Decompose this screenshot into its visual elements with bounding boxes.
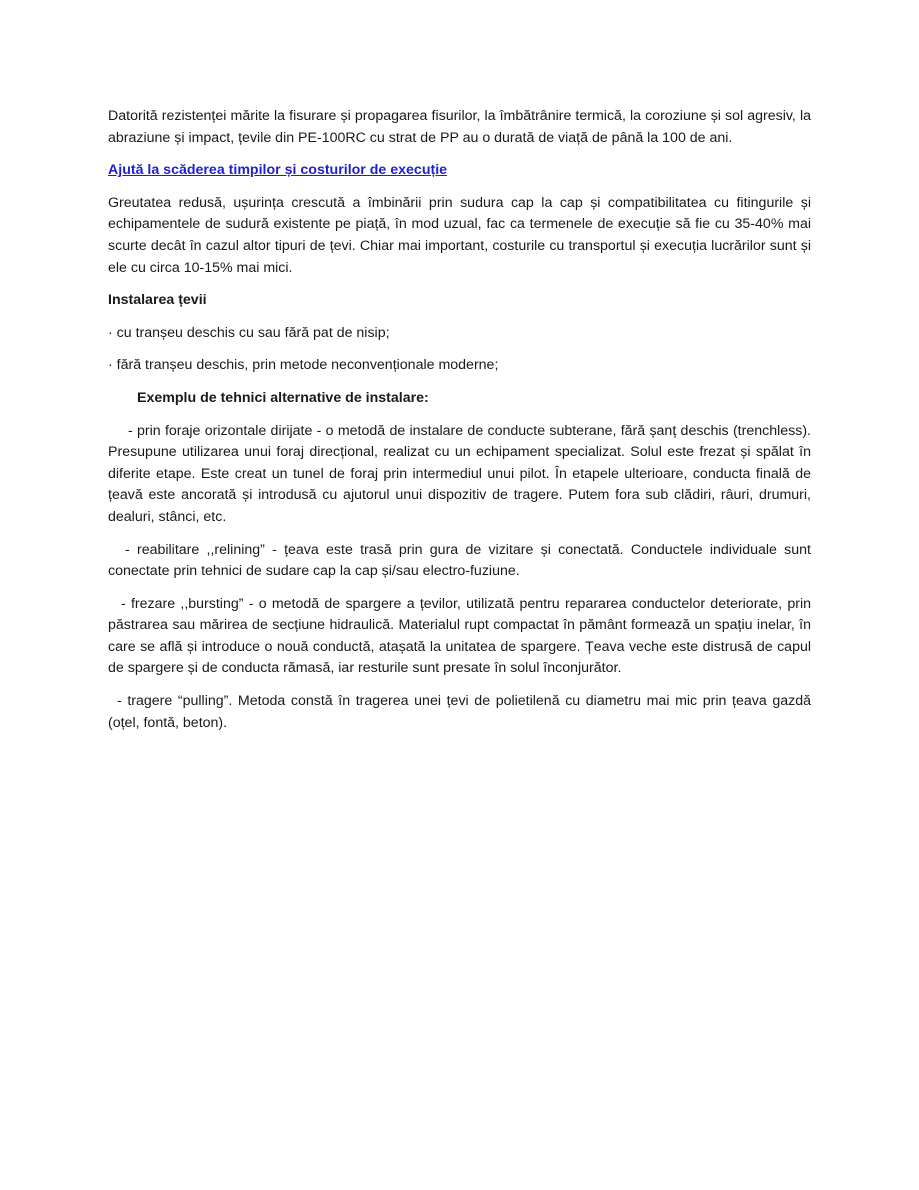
- weight-paragraph: Greutatea redusă, ușurința crescută a îmbinării prin sudura cap la cap și compatibilitatea cu fitingurile și echipamentele de sudură existente pe piață, în mod uzual, fac ca termenele de execuție să fie cu 35-40% mai scurte decât în cazul altor tipuri de țevi. Chiar mai important, costurile cu transportul și execuția lucrărilor sunt și ele cu circa 10-15% mai mici.: [108, 194, 811, 276]
- bullet-trenchless: · fără tranșeu deschis, prin metode neconvenționale moderne;: [108, 357, 499, 374]
- execution-costs-link[interactable]: Ajută la scăderea timpilor și costurilor de execuție: [108, 162, 448, 179]
- relining-paragraph: - reabilitare ,,relining” - țeava este trasă prin gura de vizitare și conectată. Conductele individuale sunt conectate prin tehnici de sudare cap la cap și/sau electro-fuziune.: [108, 541, 811, 580]
- section-link-heading[interactable]: [108, 160, 811, 182]
- hdd-paragraph: - prin foraje orizontale dirijate - o metodă de instalare de conducte subterane, fără șanț deschis (trenchless). Presupune utilizarea unui foraj direcțional, realizat cu un echipament specializat. Solul este frezat și spălat în diferite etape. Este creat un tunel de foraj prin intermediul unui pilot. În etapele ulterioare, conducta finală de țeavă este ancorată și introdusă cu ajutorul unui dispozitiv de tragere. Putem fora sub clădiri, râuri, drumuri, dealuri, stânci, etc.: [108, 422, 811, 525]
- examples-heading: Exemplu de tehnici alternative de instalare:: [137, 389, 429, 406]
- bullet-open-trench: · cu tranșeu deschis cu sau fără pat de nisip;: [108, 324, 390, 341]
- bursting-paragraph: - frezare ,,bursting” - o metodă de spargere a țevilor, utilizată pentru repararea conductelor deteriorate, prin păstrarea sau mărirea de secțiune hidraulică. Materialul rupt compactat în pământ formează un spațiu inelar, în care se află și introduce o nouă conductă, atașată la unitatea de spargere. Țeava veche este distrusă de capul de spargere și de conducta rămasă, iar resturile sunt presate în solul înconjurător.: [108, 595, 811, 677]
- intro-paragraph: Datorită rezistenței mărite la fisurare și propagarea fisurilor, la îmbătrânire termică, la coroziune și sol agresiv, la abraziune și impact, țevile din PE-100RC cu strat de PP au o durată de viață de până la 100 de ani.: [108, 108, 811, 146]
- document-page: [108, 106, 811, 745]
- install-heading: Instalarea țevii: [108, 292, 207, 309]
- pulling-paragraph: - tragere “pulling”. Metoda constă în tragerea unei țevi de polietilenă cu diametru mai mic prin țeava gazdă (oțel, fontă, beton).: [108, 693, 811, 731]
